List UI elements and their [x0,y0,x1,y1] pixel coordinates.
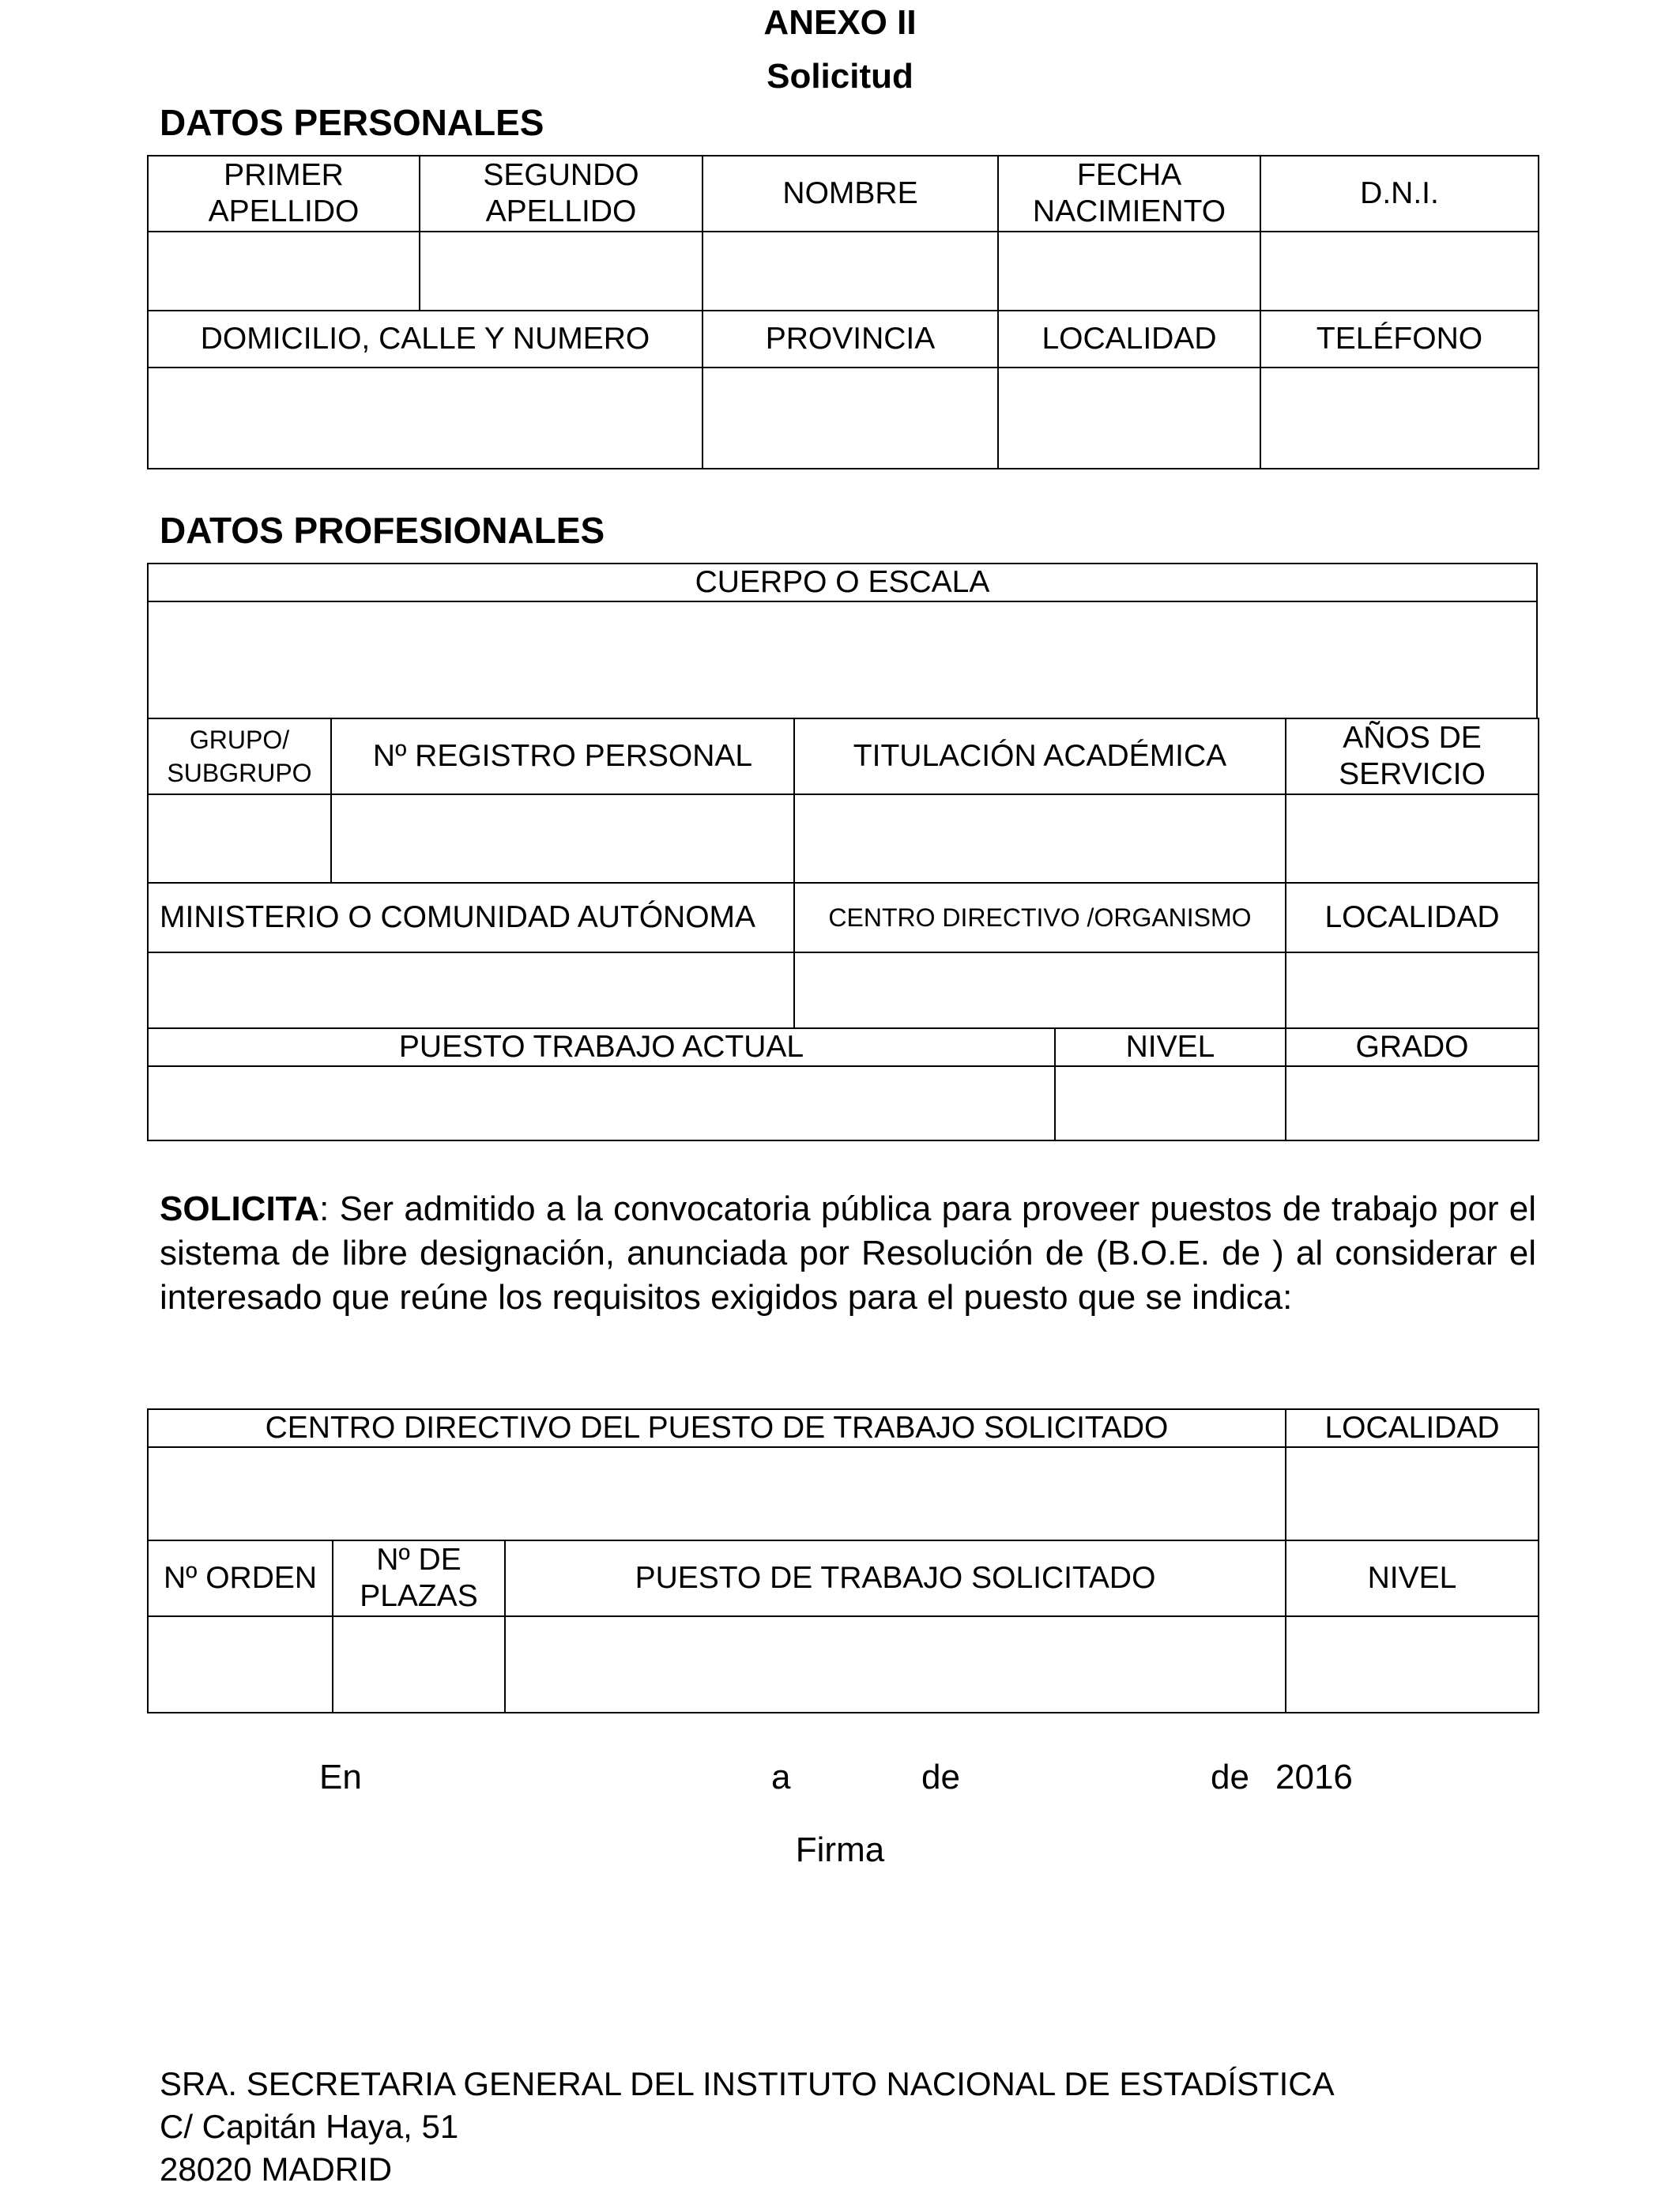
header-localidad: LOCALIDAD [998,311,1260,368]
header-localidad-solicitado: LOCALIDAD [1286,1409,1539,1447]
field-localidad-solicitado[interactable] [1286,1447,1539,1540]
field-grupo-subgrupo[interactable] [148,794,331,883]
field-dni[interactable] [1260,232,1539,311]
field-grado[interactable] [1286,1066,1539,1140]
field-primer-apellido[interactable] [148,232,420,311]
personal-data-table [147,155,1539,469]
requested-centro-table [147,1408,1539,1541]
field-nivel-actual[interactable] [1055,1066,1286,1140]
requested-puesto-table [147,1540,1539,1713]
field-puesto-actual[interactable] [148,1066,1055,1140]
field-localidad-prof[interactable] [1286,952,1539,1028]
solicita-label: SOLICITA [160,1189,320,1228]
header-nivel-solicitado: NIVEL [1286,1540,1539,1616]
field-registro-personal[interactable] [331,794,794,883]
header-fecha-nacimiento: FECHA NACIMIENTO [998,156,1260,232]
field-titulacion[interactable] [794,794,1286,883]
field-segundo-apellido[interactable] [420,232,703,311]
header-telefono: TELÉFONO [1260,311,1539,368]
date-year: 2016 [1275,1758,1353,1796]
professional-puesto-table [147,1027,1539,1141]
field-centro-solicitado[interactable] [148,1447,1286,1540]
professional-details-table [147,718,1539,1029]
header-provincia: PROVINCIA [703,311,998,368]
header-domicilio: DOMICILIO, CALLE Y NUMERO [148,311,703,368]
annex-title: ANEXO II [763,3,917,42]
field-numero-orden[interactable] [148,1616,333,1713]
header-puesto-solicitado: PUESTO DE TRABAJO SOLICITADO [505,1540,1286,1616]
signature-label: Firma [795,1830,885,1869]
date-a: a [771,1758,791,1796]
field-provincia[interactable] [703,368,998,469]
header-titulacion: TITULACIÓN ACADÉMICA [794,718,1286,794]
header-grupo-subgrupo: GRUPO/ SUBGRUPO [148,718,331,794]
field-nombre[interactable] [703,232,998,311]
header-puesto-actual: PUESTO TRABAJO ACTUAL [148,1028,1055,1066]
header-registro-personal: Nº REGISTRO PERSONAL [331,718,794,794]
field-anos-servicio[interactable] [1286,794,1539,883]
field-nivel-solicitado[interactable] [1286,1616,1539,1713]
field-fecha-nacimiento[interactable] [998,232,1260,311]
solicita-text: : Ser admitido a la convocatoria pública para proveer puestos de trabajo por el sistema de libre designación, anunciada por Resolución de (B.O.E. de ) al considerar el interesado que reúne los requisitos exigidos para el puesto que se indica: [160,1189,1536,1317]
header-grado: GRADO [1286,1028,1539,1066]
solicita-paragraph [160,1187,1536,1320]
header-centro-solicitado: CENTRO DIRECTIVO DEL PUESTO DE TRABAJO SOLICITADO [148,1409,1286,1447]
field-cuerpo-escala[interactable] [148,601,1537,718]
professional-cuerpo-table [147,563,1538,719]
header-nivel-actual: NIVEL [1055,1028,1286,1066]
header-cuerpo-escala: CUERPO O ESCALA [148,564,1537,601]
header-numero-orden: Nº ORDEN [148,1540,333,1616]
header-segundo-apellido: SEGUNDO APELLIDO [420,156,703,232]
header-numero-plazas: Nº DE PLAZAS [333,1540,505,1616]
date-de-1: de [921,1758,960,1796]
address-line-1: SRA. SECRETARIA GENERAL DEL INSTITUTO NACIONAL DE ESTADÍSTICA [160,2065,1335,2102]
section-heading-personal: DATOS PERSONALES [160,102,544,143]
header-primer-apellido: PRIMER APELLIDO [148,156,420,232]
field-puesto-solicitado[interactable] [505,1616,1286,1713]
field-localidad[interactable] [998,368,1260,469]
header-ministerio: MINISTERIO O COMUNIDAD AUTÓNOMA [148,883,794,952]
address-line-2: C/ Capitán Haya, 51 [160,2108,459,2145]
field-domicilio[interactable] [148,368,703,469]
field-numero-plazas[interactable] [333,1616,505,1713]
header-localidad-prof: LOCALIDAD [1286,883,1539,952]
field-ministerio[interactable] [148,952,794,1028]
header-anos-servicio: AÑOS DE SERVICIO [1286,718,1539,794]
header-dni: D.N.I. [1260,156,1539,232]
document-subtitle: Solicitud [767,57,913,96]
date-de-2: de [1211,1758,1249,1796]
header-centro-directivo: CENTRO DIRECTIVO /ORGANISMO [794,883,1286,952]
date-en: En [319,1758,362,1796]
header-nombre: NOMBRE [703,156,998,232]
field-telefono[interactable] [1260,368,1539,469]
section-heading-professional: DATOS PROFESIONALES [160,510,605,551]
field-centro-directivo[interactable] [794,952,1286,1028]
address-line-3: 28020 MADRID [160,2151,393,2188]
